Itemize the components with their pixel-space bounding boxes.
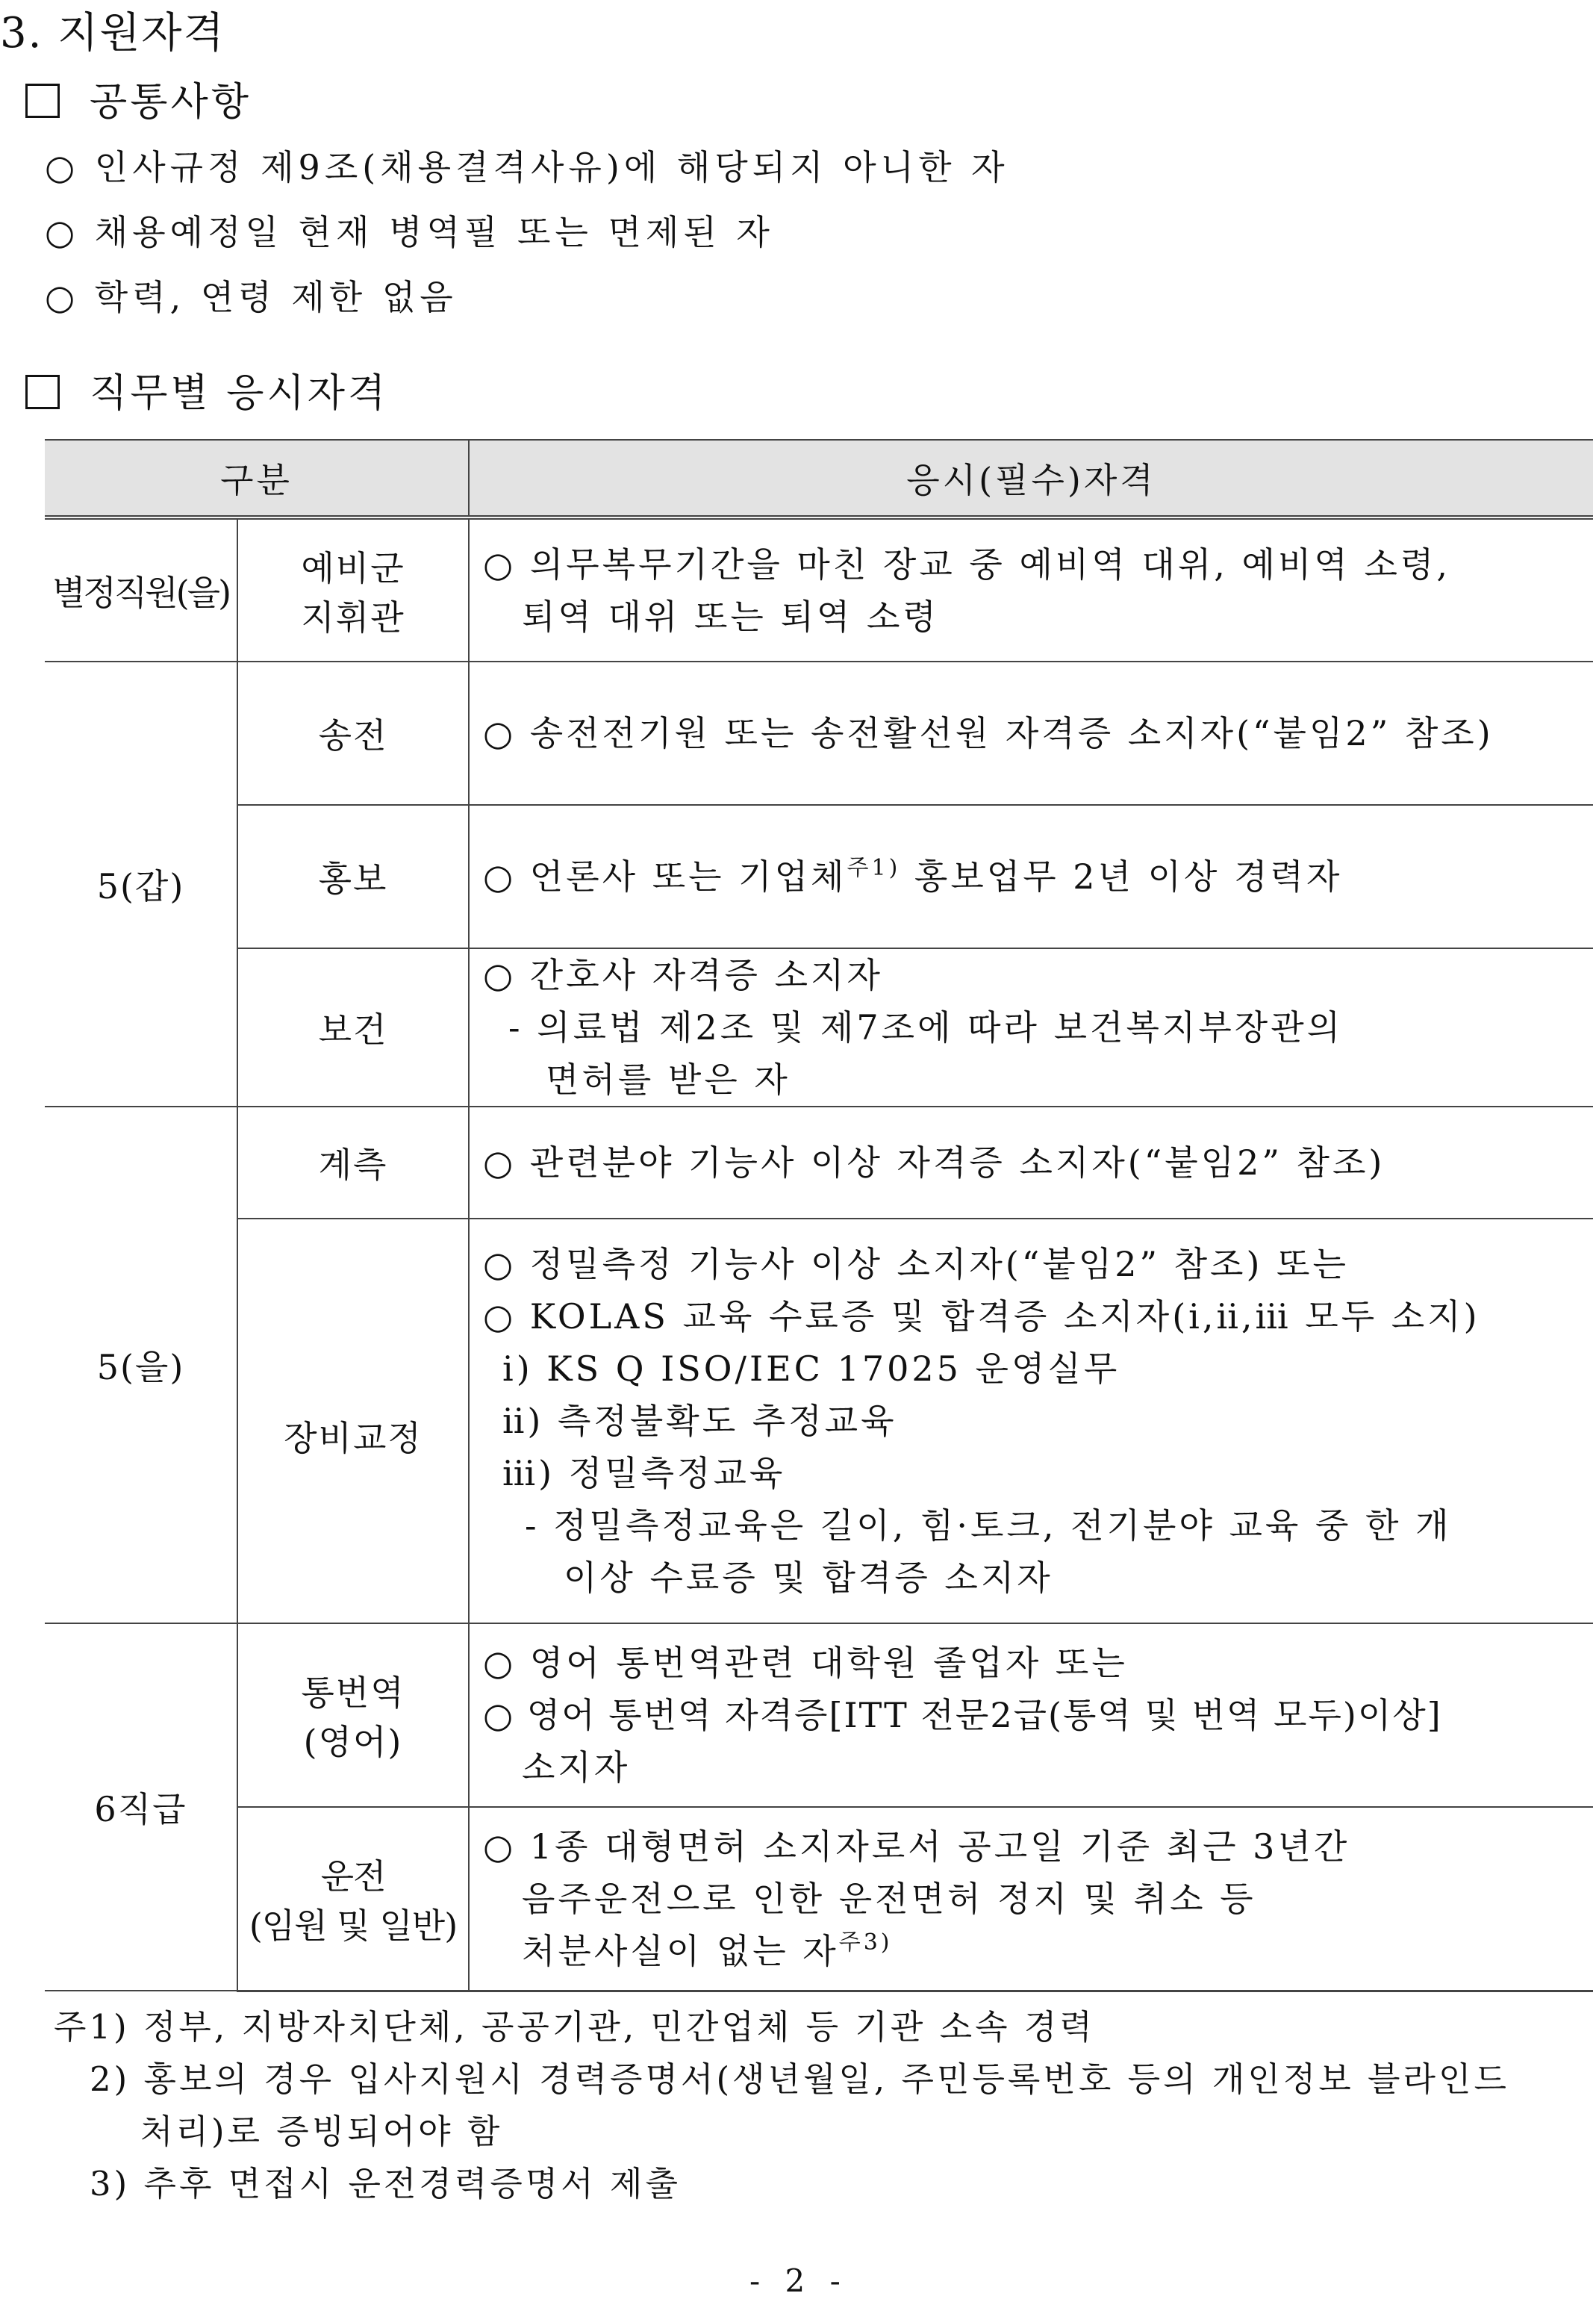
qual-line bbox=[483, 1925, 1593, 1977]
qual-line: ○ KOLAS 교육 수료증 및 합격증 소지자(ⅰ,ⅱ,ⅲ 모두 소지) bbox=[483, 1296, 1480, 1337]
grade-cell: 별정직원(을) bbox=[45, 517, 237, 662]
table-row bbox=[45, 1807, 1593, 1991]
job-cell: 보건 bbox=[237, 948, 469, 1107]
qualification-table bbox=[45, 439, 1593, 1992]
footnote-2: 2) 홍보의 경우 입사지원시 경력증명서(생년월일, 주민등록번호 등의 개인정보 블라인드 bbox=[90, 2059, 1509, 2099]
grade-cell: 5(갑) bbox=[45, 662, 237, 1107]
qualification-cell bbox=[469, 1219, 1593, 1623]
job-line: 예비군 bbox=[301, 547, 405, 588]
common-item: ○ 인사규정 제9조(채용결격사유)에 해당되지 아니한 자 bbox=[45, 147, 1009, 187]
table-row bbox=[45, 1219, 1593, 1623]
job-cell: 장비교정 bbox=[237, 1219, 469, 1623]
qual-line: 음주운전으로 인한 운전면허 정지 및 취소 등 bbox=[522, 1878, 1256, 1919]
table-row bbox=[45, 662, 1593, 805]
header-category: 구분 bbox=[45, 440, 469, 517]
qual-text: 홍보업무 2년 이상 경력자 bbox=[900, 856, 1343, 897]
qualification-cell bbox=[469, 948, 1593, 1107]
job-heading-text: 직무별 응시자격 bbox=[90, 371, 389, 416]
table-row bbox=[45, 948, 1593, 1107]
qual-line: ○ 의무복무기간을 마친 장교 중 예비역 대위, 예비역 소령, bbox=[483, 544, 1450, 585]
common-item: ○ 채용예정일 현재 병역필 또는 면제된 자 bbox=[45, 212, 774, 252]
header-qualification: 응시(필수)자격 bbox=[469, 440, 1593, 517]
common-item: ○ 학력, 연령 제한 없음 bbox=[45, 277, 458, 317]
qualification-cell: ○ 송전전기원 또는 송전활선원 자격증 소지자(“붙임2” 참조) bbox=[469, 662, 1593, 805]
qualification-cell bbox=[469, 517, 1593, 662]
page-number: - 2 - bbox=[749, 2262, 848, 2299]
footnote-ref: 주3) bbox=[838, 1929, 893, 1956]
job-cell: 계측 bbox=[237, 1107, 469, 1219]
qualification-cell: ○ 관련분야 기능사 이상 자격증 소지자(“붙임2” 참조) bbox=[469, 1107, 1593, 1219]
qualification-cell bbox=[469, 1807, 1593, 1991]
job-line: 운전 bbox=[320, 1856, 386, 1897]
job-heading bbox=[25, 361, 388, 417]
grade-cell: 6직급 bbox=[45, 1623, 237, 1991]
qualification-cell bbox=[469, 805, 1593, 948]
qual-line: ○ 정밀측정 기능사 이상 소지자(“붙임2” 참조) 또는 bbox=[483, 1244, 1349, 1284]
job-cell: 송전 bbox=[237, 662, 469, 805]
table-row bbox=[45, 1623, 1593, 1807]
job-cell bbox=[237, 1807, 469, 1991]
qualification-cell bbox=[469, 1623, 1593, 1807]
section-title: 3. 지원자격 bbox=[0, 9, 225, 57]
job-line: (영어) bbox=[303, 1722, 403, 1762]
grade-cell: 5(을) bbox=[45, 1107, 237, 1623]
job-line: 통번역 bbox=[301, 1673, 405, 1713]
qual-line: 퇴역 대위 또는 퇴역 소령 bbox=[522, 596, 939, 637]
common-heading bbox=[25, 70, 252, 126]
qual-line: - 의료법 제2조 및 제7조에 따라 보건복지부장관의 bbox=[508, 1007, 1344, 1048]
qual-line: ⅲ) 정밀측정교육 bbox=[502, 1453, 786, 1493]
table-row bbox=[45, 517, 1593, 662]
footnote-2-cont: 처리)로 증빙되어야 함 bbox=[140, 2112, 503, 2151]
table-row bbox=[45, 805, 1593, 948]
qual-line: 소지자 bbox=[522, 1747, 631, 1788]
qual-line: - 정밀측정교육은 길이, 힘·토크, 전기분야 교육 중 한 개 bbox=[525, 1505, 1452, 1546]
job-line: (임원 및 일반) bbox=[249, 1905, 458, 1946]
qual-line: ○ 영어 통번역관련 대학원 졸업자 또는 bbox=[483, 1643, 1128, 1683]
qual-line: 면허를 받은 자 bbox=[546, 1060, 791, 1100]
job-line: 지휘관 bbox=[301, 597, 405, 638]
checkbox-square-icon bbox=[25, 84, 60, 118]
qual-line: 이상 수료증 및 합격증 소지자 bbox=[564, 1558, 1053, 1598]
footnote-3: 3) 추후 면접시 운전경력증명서 제출 bbox=[90, 2164, 681, 2203]
checkbox-square-icon bbox=[25, 375, 60, 409]
footnote-1: 주1) 정부, 지방자치단체, 공공기관, 민간업체 등 기관 소속 경력 bbox=[54, 2007, 1095, 2047]
qual-line: ⅰ) KS Q ISO/IEC 17025 운영실무 bbox=[502, 1349, 1120, 1389]
table-header-row bbox=[45, 440, 1593, 517]
qual-text: ○ 언론사 또는 기업체 bbox=[483, 856, 847, 897]
qual-text: 처분사실이 없는 자 bbox=[522, 1930, 839, 1971]
qual-line: ⅱ) 측정불확도 추정교육 bbox=[502, 1401, 897, 1441]
qual-line: ○ 1종 대형면허 소지자로서 공고일 기준 최근 3년간 bbox=[483, 1826, 1350, 1867]
table-row bbox=[45, 1107, 1593, 1219]
qual-line: ○ 영어 통번역 자격증[ITT 전문2급(통역 및 번역 모두)이상] bbox=[483, 1695, 1442, 1735]
common-heading-text: 공통사항 bbox=[90, 80, 252, 125]
job-cell bbox=[237, 1623, 469, 1807]
qual-line: ○ 간호사 자격증 소지자 bbox=[483, 955, 883, 995]
job-cell bbox=[237, 517, 469, 662]
footnote-ref: 주1) bbox=[847, 855, 901, 881]
job-cell: 홍보 bbox=[237, 805, 469, 948]
